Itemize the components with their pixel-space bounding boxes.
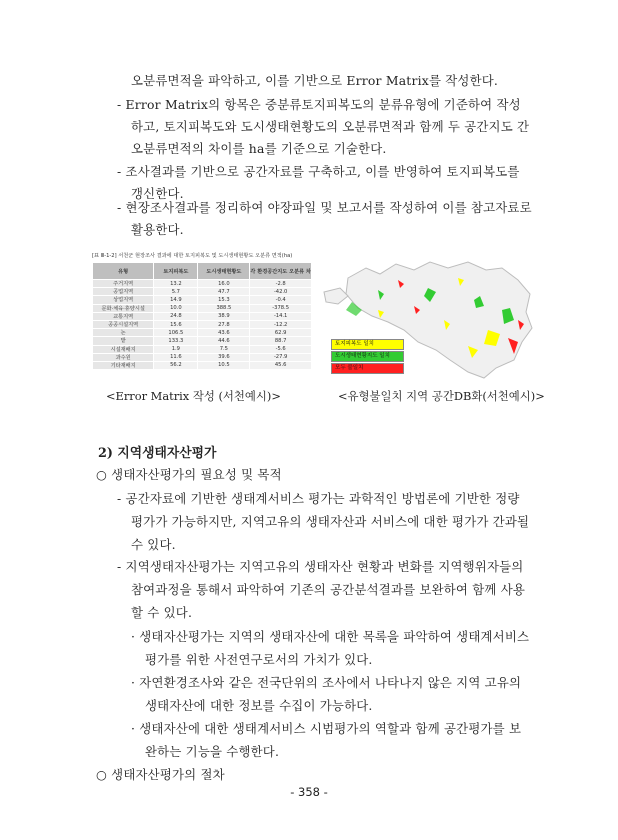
- table-cell: 논: [93, 329, 154, 337]
- table-row: [93, 361, 312, 369]
- paragraph-line: 오분류면적의 차이를 ha를 기준으로 기술한다.: [131, 141, 387, 156]
- legend-item: 도시생태현황지도 일치: [331, 351, 404, 362]
- table-header-cell: 유형: [93, 263, 154, 280]
- table-row: [93, 288, 312, 296]
- table-cell: 밭: [93, 337, 154, 345]
- table-cell: 88.7: [250, 337, 312, 345]
- table-cell: 공공시설지역: [93, 320, 154, 328]
- paragraph-line: 오분류면적을 파악하고, 이를 기반으로 Error Matrix를 작성한다.: [131, 73, 499, 88]
- table-cell: -0.4: [250, 296, 312, 304]
- figure-caption: <유형불일치 지역 공간DB화(서천예시)>: [338, 389, 545, 403]
- legend-item: 토지피복도 일치: [331, 339, 404, 350]
- paragraph-line: - 현장조사결과를 정리하여 야장파일 및 보고서를 작성하여 이를 참고자료로: [117, 200, 532, 215]
- table-cell: 과수원: [93, 353, 154, 361]
- table-cell: 388.5: [198, 304, 250, 312]
- paragraph-line: 하고, 토지피복도와 도시생태현황도의 오분류면적과 함께 두 공간지도 간: [131, 119, 530, 134]
- table-row: [93, 304, 312, 312]
- table-header-cell: 도시생태현황도: [198, 263, 250, 280]
- table-cell: -27.9: [250, 353, 312, 361]
- table-cell: 43.6: [198, 329, 250, 337]
- table-row: [93, 353, 312, 361]
- table-cell: 14.9: [154, 296, 198, 304]
- paragraph-line: 평가가 가능하지만, 지역고유의 생태자산과 서비스에 대한 평가가 간과될: [131, 514, 530, 529]
- paragraph-line: 생태자산에 대한 정보를 수집이 가능하다.: [145, 698, 373, 713]
- table-cell: 45.6: [250, 361, 312, 369]
- table-cell: 10.0: [154, 304, 198, 312]
- table-cell: 15.6: [154, 320, 198, 328]
- bullet-line: · 생태자산에 대한 생태계서비스 시범평가의 역할과 함께 공간평가를 보: [131, 721, 522, 736]
- table-row: [93, 280, 312, 288]
- error-matrix-table: [92, 262, 312, 370]
- table-cell: 교통지역: [93, 312, 154, 320]
- section-heading: 2) 지역생태자산평가: [98, 446, 217, 461]
- table-cell: 주거지역: [93, 280, 154, 288]
- table-cell: 1.9: [154, 345, 198, 353]
- paragraph-line: 평가를 위한 사전연구로서의 가치가 있다.: [145, 652, 373, 667]
- table-cell: 13.2: [154, 280, 198, 288]
- table-cell: 27.8: [198, 320, 250, 328]
- table-cell: 상업지역: [93, 296, 154, 304]
- table-cell: 15.3: [198, 296, 250, 304]
- table-cell: 기타재배지: [93, 361, 154, 369]
- table-cell: 시설재배지: [93, 345, 154, 353]
- table-cell: 106.5: [154, 329, 198, 337]
- paragraph-line: - 공간자료에 기반한 생태계서비스 평가는 과학적인 방법론에 기반한 정량: [117, 491, 520, 506]
- table-row: [93, 337, 312, 345]
- table-cell: 47.7: [198, 288, 250, 296]
- table-cell: 문화·체육·휴양시설: [93, 304, 154, 312]
- table-cell: 7.5: [198, 345, 250, 353]
- table-header-cell: 각 환경공간지도 오분류 차: [250, 263, 312, 280]
- table-row: [93, 312, 312, 320]
- page-number: - 358 -: [290, 785, 328, 799]
- paragraph-line: 활용한다.: [131, 222, 184, 237]
- paragraph-line: 할 수 있다.: [131, 605, 193, 620]
- paragraph-line: 수 있다.: [131, 537, 176, 552]
- table-cell: 38.9: [198, 312, 250, 320]
- paragraph-line: - 지역생태자산평가는 지역고유의 생태자산 현황과 변화를 지역행위자들의: [117, 559, 524, 574]
- table-cell: 10.5: [198, 361, 250, 369]
- table-title: [표 Ⅲ-1-2] 서천군 현장조사 결과에 대한 토지피복도 및 도시생태현황도 오분류 면적(ha): [92, 253, 293, 259]
- table-cell: 62.9: [250, 329, 312, 337]
- table-cell: 24.8: [154, 312, 198, 320]
- table-row: [93, 329, 312, 337]
- bullet-line: · 자연환경조사와 같은 전국단위의 조사에서 나타나지 않은 지역 고유의: [131, 675, 522, 690]
- paragraph-line: 갱신한다.: [131, 186, 184, 201]
- table-cell: -14.1: [250, 312, 312, 320]
- table-cell: 133.3: [154, 337, 198, 345]
- table-cell: 16.0: [198, 280, 250, 288]
- table-header-cell: 토지피복도: [154, 263, 198, 280]
- table-cell: -378.5: [250, 304, 312, 312]
- table-cell: 44.6: [198, 337, 250, 345]
- table-cell: -42.0: [250, 288, 312, 296]
- table-cell: 5.7: [154, 288, 198, 296]
- map-legend: [331, 339, 404, 375]
- bullet-line: · 생태자산평가는 지역의 생태자산에 대한 목록을 파악하여 생태계서비스: [131, 629, 530, 644]
- paragraph-line: - 조사결과를 기반으로 공간자료를 구축하고, 이를 반영하여 토지피복도를: [117, 164, 520, 179]
- table-row: [93, 296, 312, 304]
- table-cell: -12.2: [250, 320, 312, 328]
- table-cell: 39.6: [198, 353, 250, 361]
- table-cell: -2.8: [250, 280, 312, 288]
- table-cell: 11.6: [154, 353, 198, 361]
- table-cell: -5.6: [250, 345, 312, 353]
- subsection-heading: ○ 생태자산평가의 필요성 및 목적: [96, 467, 282, 482]
- table-header-row: [93, 263, 312, 280]
- table-row: [93, 320, 312, 328]
- paragraph-line: 완하는 기능을 수행한다.: [145, 744, 280, 759]
- table-cell: 공업지역: [93, 288, 154, 296]
- table-row: [93, 345, 312, 353]
- paragraph-line: - Error Matrix의 항목은 중분류토지피복도의 분류유형에 기준하여 작성: [117, 97, 521, 112]
- paragraph-line: 참여과정을 통해서 파악하여 기존의 공간분석결과를 보완하여 함께 사용: [131, 582, 526, 597]
- figure-caption: <Error Matrix 작성 (서천예시)>: [106, 389, 281, 403]
- legend-item: 모두 불일치: [331, 363, 404, 374]
- table-cell: 56.2: [154, 361, 198, 369]
- subsection-heading: ○ 생태자산평가의 절차: [96, 767, 225, 782]
